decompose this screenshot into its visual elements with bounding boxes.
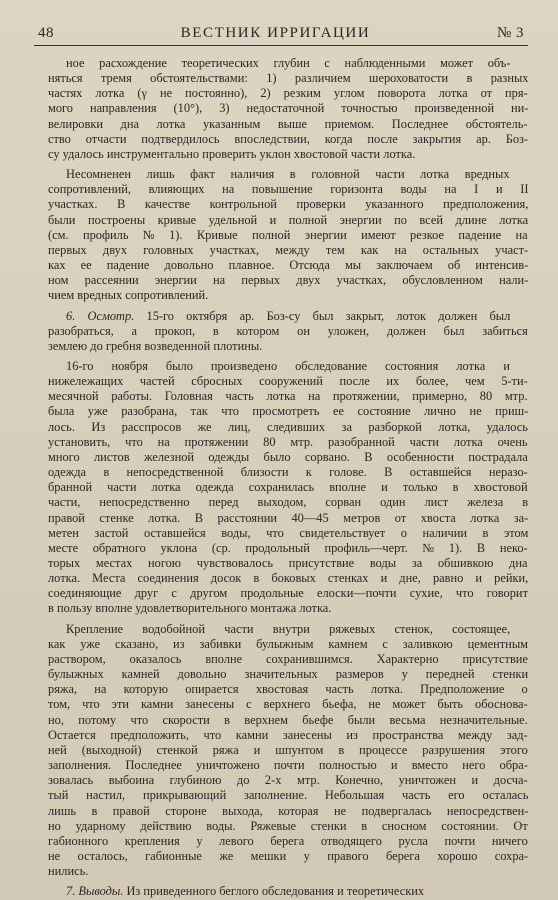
line-text: бранной части лотка одежда сохранилась вполне и только в хвостовой xyxy=(48,480,528,495)
line-text: ках ее падение довольно плавное. Отсюда мы заключаем об интенсив- xyxy=(48,258,529,273)
text-line xyxy=(48,389,528,404)
text-line xyxy=(48,511,528,526)
line-text: лишь в правой стороне выхода, которая не подвергалась непосредствен- xyxy=(48,803,529,818)
line-text: но ударному действию воды. Ряжевые стенки в сносном состоянии. От xyxy=(48,818,528,833)
line-text: месячной работы. Головная часть лотка на протяжении, примерно, 80 мтр. xyxy=(48,389,528,404)
text-line xyxy=(48,667,528,682)
text-line xyxy=(48,743,528,758)
text-line xyxy=(48,713,528,728)
text-line xyxy=(48,586,528,601)
line-text: была уже разобрана, так что просмотреть ее состояние лично не приш- xyxy=(48,404,529,419)
line-text: том, что эти камни занесены с верхнего бьефа, не может быть обоснова- xyxy=(48,697,528,712)
text-line xyxy=(48,420,528,435)
text-line xyxy=(48,450,528,465)
line-text: лось. Из расспросов же лиц, следивших за разборкой лотка, удалось xyxy=(48,419,528,434)
text-line xyxy=(48,541,528,556)
line-text: землею до гребня возведенной плотины. xyxy=(48,338,263,353)
text-line xyxy=(48,324,528,339)
paragraph xyxy=(48,359,528,617)
line-text: соединяющие друг с другом продольные елоски—почти сухие, что говорит xyxy=(48,586,528,601)
line-text: в пользу вполне удовлетворительного монтажа лотка. xyxy=(48,601,332,616)
line-text: габионного крепления у левого берега отводящего русла почти ничего xyxy=(48,833,528,848)
text-line xyxy=(48,167,528,182)
line-text: месте обратного уклона (ср. продольный профиль—черт. № 1). В неко- xyxy=(48,540,528,555)
text-line xyxy=(48,834,528,849)
text-line xyxy=(48,864,528,879)
line-text: заполнения. Последнее уничтожено почти полностью и вместо него обра- xyxy=(48,758,528,773)
text-line xyxy=(48,804,528,819)
line-text: участках. В качестве контрольной проверки указанного предположения, xyxy=(48,197,529,212)
line-text: чием вредных сопротивлений. xyxy=(48,288,209,303)
text-line xyxy=(48,404,528,419)
text-line xyxy=(48,117,528,132)
line-text: зовалась выбоина глубиною до 2-х мтр. Конечно, уничтожен и досча- xyxy=(48,773,528,788)
section-heading: 7. Выводы. xyxy=(66,884,124,899)
section-heading: 6. Осмотр. xyxy=(66,308,135,323)
line-text: много листов железной одежды было сорвано. В особенности пострадала xyxy=(48,449,528,464)
text-line xyxy=(48,526,528,541)
line-text: правой стенке лотка. В расстоянии 40—45 метров от хвоста лотка за- xyxy=(48,510,529,525)
line-text: части, непосредственно перед выходом, сорван один лист железа в xyxy=(48,495,529,510)
line-text: одежда в непосредственной близости к голове. В оставшейся неразо- xyxy=(48,465,528,480)
text-line xyxy=(48,101,528,116)
text-line xyxy=(48,773,528,788)
paragraph xyxy=(48,622,528,880)
text-line xyxy=(48,258,528,273)
text-line xyxy=(48,86,528,101)
text-line xyxy=(48,182,528,197)
line-text: нились. xyxy=(48,864,89,879)
line-text: тый настил, прикрывающий заполнение. Небольшая часть его осталась xyxy=(48,788,529,803)
line-text: разобраться, а прокоп, в котором он уложен, должен был забиться xyxy=(48,323,528,338)
line-text: метен застой оставшейся воды, что свидетельствует о наличии в этом xyxy=(48,525,529,540)
paragraph xyxy=(48,884,528,899)
header-rule xyxy=(34,45,528,46)
page-number: 48 xyxy=(38,25,54,41)
line-text: велировки дна лотка указанным выше приемом. Последнее обстоятель- xyxy=(48,116,528,131)
text-line xyxy=(48,682,528,697)
line-text: Крепление водобойной части внутри ряжевых стенок, состоящее, xyxy=(66,621,511,636)
text-line xyxy=(48,637,528,652)
article-body xyxy=(48,56,528,899)
line-text: первых двух головных участках, между тем как на остальных участ- xyxy=(48,242,529,257)
line-text: 16-го ноября было произведено обследование состояния лотка и xyxy=(66,358,510,373)
text-line xyxy=(48,884,528,899)
line-text: торых местах ногою чувствовалось присутствие воды за обшивкою дна xyxy=(48,556,528,570)
line-text: ство отчасти подтвердилось впоследствии, когда после закрытия ар. Боз- xyxy=(48,131,529,146)
text-line xyxy=(48,71,528,86)
text-line xyxy=(48,288,528,303)
paragraph xyxy=(48,56,528,162)
line-text: булыжных камней довольно значительных размеров у передней стенки xyxy=(48,667,529,682)
text-line xyxy=(48,465,528,480)
line-text: установить, что на протяжении 80 мтр. разобранной части лотка очень xyxy=(48,434,528,449)
journal-title: ВЕСТНИК ИРРИГАЦИИ xyxy=(180,25,371,41)
line-text: няться тремя обстоятельствами: 1) различием шероховатости в разных xyxy=(48,71,529,86)
text-line xyxy=(48,359,528,374)
line-text: как уже сказано, из забивки булыжным камнем с заливкою цементным xyxy=(48,636,528,651)
text-line xyxy=(48,601,528,616)
line-text: (см. профиль № 1). Кривые полной энергии имеют резкое падение на xyxy=(48,227,528,242)
line-text: мого направления (10°), 3) недостаточной точностью произведенной ни- xyxy=(48,101,529,116)
line-text: лотка. Места соединения досок в боковых стенках и дне, равно и рейки, xyxy=(48,571,529,586)
line-text: не осталось, габионные же мешки у правого берега хорошо сохра- xyxy=(48,848,529,863)
line-text: сопротивлений, влияющих на повышение горизонта воды на I и II xyxy=(48,182,529,197)
text-line xyxy=(48,819,528,834)
line-text: ном рассеянии энергии на первых двух участках, обусловленном нали- xyxy=(48,273,529,288)
line-text: были построены кривые удельной и полной энергии по всей длине лотка xyxy=(48,212,529,227)
line-text: Из приведенного беглого обследования и теоретических xyxy=(123,884,425,899)
text-line xyxy=(48,147,528,162)
text-line xyxy=(48,309,528,324)
text-line xyxy=(48,697,528,712)
text-line xyxy=(48,339,528,354)
text-line xyxy=(48,571,528,586)
text-line xyxy=(48,435,528,450)
text-line xyxy=(48,243,528,258)
line-text: ряжа, на которую опирается хвостовая часть лотка. Предположение о xyxy=(48,682,528,697)
line-text: ное расхождение теоретических глубин с наблюденными может объ- xyxy=(66,56,511,70)
text-line xyxy=(48,273,528,288)
text-line xyxy=(48,197,528,212)
text-line xyxy=(48,622,528,637)
text-line xyxy=(48,652,528,667)
running-header xyxy=(38,18,524,42)
line-text: раствором, оказалось вполне сохранившимся. Характерно присутствие xyxy=(48,651,528,666)
text-line xyxy=(48,788,528,803)
line-text: Остается предположить, что камни занесены из пространства между зад- xyxy=(48,727,528,742)
text-line xyxy=(48,374,528,389)
text-line xyxy=(48,728,528,743)
text-line xyxy=(48,495,528,510)
text-line xyxy=(48,228,528,243)
paragraph xyxy=(48,167,528,303)
line-text: Несомненен лишь факт наличия в головной части лотка вредных xyxy=(66,167,510,182)
line-text: 15-го октября ар. Боз-су был закрыт, лоток должен был xyxy=(134,308,511,323)
text-line xyxy=(48,758,528,773)
line-text: нижележащих частей сбросных сооружений после их более, чем 5-ти- xyxy=(48,374,528,389)
text-line xyxy=(48,480,528,495)
text-line xyxy=(48,849,528,864)
text-line xyxy=(48,56,528,71)
paragraph xyxy=(48,309,528,354)
line-text: частях лотка (γ не постоянно), 2) резким углом поворота лотка от пря- xyxy=(48,86,528,101)
line-text: ней (выходной) стенкой ряжа и шпунтом в процессе разрушения этого xyxy=(48,742,528,757)
text-line xyxy=(48,213,528,228)
line-text: но, потому что скорости в верхнем бьефе были весьма незначительные. xyxy=(48,712,528,727)
issue-number: № 3 xyxy=(496,25,524,41)
text-line xyxy=(48,132,528,147)
text-line xyxy=(48,556,528,571)
line-text: су удалось инструментально проверить уклон хвостовой части лотка. xyxy=(48,146,416,161)
